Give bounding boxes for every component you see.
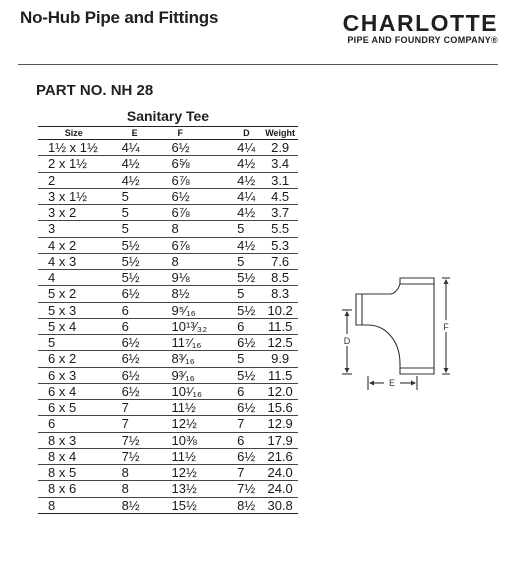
cell-d: 4½ bbox=[219, 237, 262, 253]
cell-d: 8½ bbox=[219, 497, 262, 513]
cell-d: 5½ bbox=[219, 367, 262, 383]
cell-weight: 24.0 bbox=[262, 465, 298, 481]
cell-f: 12½ bbox=[146, 416, 220, 432]
cell-d: 4½ bbox=[219, 205, 262, 221]
cell-weight: 11.5 bbox=[262, 367, 298, 383]
cell-f: 8½ bbox=[146, 286, 220, 302]
cell-e: 7 bbox=[110, 400, 146, 416]
cell-f: 10⅜ bbox=[146, 432, 220, 448]
dimensions-table bbox=[38, 126, 298, 514]
cell-weight: 30.8 bbox=[262, 497, 298, 513]
cell-f: 9⁵⁄₁₆ bbox=[146, 302, 220, 318]
cell-d: 6 bbox=[219, 432, 262, 448]
cell-size: 6 x 3 bbox=[38, 367, 110, 383]
table-row bbox=[38, 465, 298, 481]
cell-size: 4 x 2 bbox=[38, 237, 110, 253]
cell-d: 7½ bbox=[219, 481, 262, 497]
table-row bbox=[38, 335, 298, 351]
table-row bbox=[38, 351, 298, 367]
cell-d: 6 bbox=[219, 383, 262, 399]
table-row bbox=[38, 318, 298, 334]
cell-f: 6½ bbox=[146, 188, 220, 204]
brand-name: CHARLOTTE bbox=[342, 10, 498, 36]
tee-outline bbox=[356, 278, 434, 374]
cell-weight: 3.7 bbox=[262, 205, 298, 221]
cell-e: 5½ bbox=[110, 270, 146, 286]
table-row bbox=[38, 237, 298, 253]
cell-size: 5 x 4 bbox=[38, 318, 110, 334]
cell-d: 5½ bbox=[219, 302, 262, 318]
cell-d: 5 bbox=[219, 253, 262, 269]
dimension-label-f: F bbox=[443, 322, 449, 332]
cell-weight: 8.5 bbox=[262, 270, 298, 286]
cell-size: 3 x 1½ bbox=[38, 188, 110, 204]
cell-size: 8 x 5 bbox=[38, 465, 110, 481]
cell-d: 7 bbox=[219, 416, 262, 432]
cell-size: 2 x 1½ bbox=[38, 156, 110, 172]
cell-f: 6⅞ bbox=[146, 205, 220, 221]
cell-size: 5 x 2 bbox=[38, 286, 110, 302]
cell-f: 8 bbox=[146, 221, 220, 237]
cell-weight: 10.2 bbox=[262, 302, 298, 318]
cell-e: 6½ bbox=[110, 383, 146, 399]
cell-f: 10¹³⁄₃₂ bbox=[146, 318, 220, 334]
cell-d: 4½ bbox=[219, 156, 262, 172]
cell-f: 15½ bbox=[146, 497, 220, 513]
cell-size: 8 x 3 bbox=[38, 432, 110, 448]
cell-size: 3 bbox=[38, 221, 110, 237]
table-row bbox=[38, 302, 298, 318]
cell-e: 6½ bbox=[110, 335, 146, 351]
table-row bbox=[38, 270, 298, 286]
cell-e: 7 bbox=[110, 416, 146, 432]
cell-weight: 8.3 bbox=[262, 286, 298, 302]
table-row bbox=[38, 188, 298, 204]
cell-weight: 7.6 bbox=[262, 253, 298, 269]
cell-d: 4¼ bbox=[219, 140, 262, 156]
cell-f: 8³⁄₁₆ bbox=[146, 351, 220, 367]
table-header-row bbox=[38, 127, 298, 140]
table-row bbox=[38, 221, 298, 237]
table-body bbox=[38, 140, 298, 514]
cell-f: 13½ bbox=[146, 481, 220, 497]
table-row bbox=[38, 383, 298, 399]
cell-weight: 3.4 bbox=[262, 156, 298, 172]
cell-size: 6 x 4 bbox=[38, 383, 110, 399]
cell-weight: 24.0 bbox=[262, 481, 298, 497]
table-row bbox=[38, 286, 298, 302]
cell-size: 6 x 2 bbox=[38, 351, 110, 367]
cell-e: 5 bbox=[110, 188, 146, 204]
cell-weight: 9.9 bbox=[262, 351, 298, 367]
cell-weight: 12.0 bbox=[262, 383, 298, 399]
cell-f: 11⁷⁄₁₆ bbox=[146, 335, 220, 351]
cell-f: 11½ bbox=[146, 448, 220, 464]
cell-size: 6 x 5 bbox=[38, 400, 110, 416]
cell-e: 6 bbox=[110, 318, 146, 334]
table-row bbox=[38, 253, 298, 269]
cell-e: 8 bbox=[110, 465, 146, 481]
cell-e: 8½ bbox=[110, 497, 146, 513]
cell-e: 6½ bbox=[110, 286, 146, 302]
cell-weight: 17.9 bbox=[262, 432, 298, 448]
cell-e: 7½ bbox=[110, 432, 146, 448]
column-header-f: F bbox=[146, 127, 220, 140]
column-header-weight: Weight bbox=[262, 127, 298, 140]
cell-e: 5 bbox=[110, 221, 146, 237]
cell-f: 6⅞ bbox=[146, 237, 220, 253]
sanitary-tee-diagram bbox=[330, 270, 480, 400]
cell-e: 4½ bbox=[110, 156, 146, 172]
cell-d: 6½ bbox=[219, 448, 262, 464]
cell-f: 12½ bbox=[146, 465, 220, 481]
cell-d: 4¼ bbox=[219, 188, 262, 204]
cell-d: 6½ bbox=[219, 400, 262, 416]
cell-d: 4½ bbox=[219, 172, 262, 188]
table-row bbox=[38, 172, 298, 188]
cell-size: 2 bbox=[38, 172, 110, 188]
cell-e: 5½ bbox=[110, 253, 146, 269]
cell-weight: 11.5 bbox=[262, 318, 298, 334]
brand-logo bbox=[343, 11, 498, 46]
cell-f: 9⅛ bbox=[146, 270, 220, 286]
cell-d: 6 bbox=[219, 318, 262, 334]
cell-size: 8 x 6 bbox=[38, 481, 110, 497]
table-row bbox=[38, 400, 298, 416]
cell-size: 6 bbox=[38, 416, 110, 432]
cell-size: 4 bbox=[38, 270, 110, 286]
table-row bbox=[38, 481, 298, 497]
cell-e: 4¼ bbox=[110, 140, 146, 156]
table-row bbox=[38, 140, 298, 156]
cell-size: 1½ x 1½ bbox=[38, 140, 110, 156]
cell-size: 5 bbox=[38, 335, 110, 351]
cell-d: 7 bbox=[219, 465, 262, 481]
cell-weight: 5.3 bbox=[262, 237, 298, 253]
column-header-e: E bbox=[110, 127, 146, 140]
table-row bbox=[38, 448, 298, 464]
cell-e: 8 bbox=[110, 481, 146, 497]
table-row bbox=[38, 205, 298, 221]
cell-f: 10¹⁄₁₆ bbox=[146, 383, 220, 399]
header-divider bbox=[18, 64, 498, 65]
cell-weight: 12.9 bbox=[262, 416, 298, 432]
cell-size: 8 x 4 bbox=[38, 448, 110, 464]
cell-e: 6½ bbox=[110, 351, 146, 367]
cell-f: 9³⁄₁₆ bbox=[146, 367, 220, 383]
cell-weight: 12.5 bbox=[262, 335, 298, 351]
cell-size: 5 x 3 bbox=[38, 302, 110, 318]
table-title: Sanitary Tee bbox=[126, 108, 210, 124]
brand-subtitle: PIPE AND FOUNDRY COMPANY® bbox=[347, 35, 498, 45]
column-header-d: D bbox=[219, 127, 262, 140]
table-row bbox=[38, 432, 298, 448]
cell-weight: 4.5 bbox=[262, 188, 298, 204]
cell-f: 6⅝ bbox=[146, 156, 220, 172]
dimension-label-d: D bbox=[343, 336, 351, 346]
table-row bbox=[38, 497, 298, 513]
cell-e: 6 bbox=[110, 302, 146, 318]
cell-d: 5 bbox=[219, 221, 262, 237]
cell-d: 6½ bbox=[219, 335, 262, 351]
cell-e: 5½ bbox=[110, 237, 146, 253]
cell-weight: 21.6 bbox=[262, 448, 298, 464]
cell-f: 6⅞ bbox=[146, 172, 220, 188]
cell-e: 4½ bbox=[110, 172, 146, 188]
table-row bbox=[38, 416, 298, 432]
cell-f: 6½ bbox=[146, 140, 220, 156]
cell-weight: 5.5 bbox=[262, 221, 298, 237]
cell-f: 11½ bbox=[146, 400, 220, 416]
cell-size: 4 x 3 bbox=[38, 253, 110, 269]
cell-d: 5½ bbox=[219, 270, 262, 286]
cell-f: 8 bbox=[146, 253, 220, 269]
cell-e: 6½ bbox=[110, 367, 146, 383]
cell-d: 5 bbox=[219, 351, 262, 367]
cell-weight: 15.6 bbox=[262, 400, 298, 416]
part-number: PART NO. NH 28 bbox=[36, 82, 154, 99]
cell-weight: 2.9 bbox=[262, 140, 298, 156]
table-row bbox=[38, 367, 298, 383]
column-header-size: Size bbox=[38, 127, 110, 140]
cell-size: 3 x 2 bbox=[38, 205, 110, 221]
cell-size: 8 bbox=[38, 497, 110, 513]
cell-e: 7½ bbox=[110, 448, 146, 464]
document-title: No-Hub Pipe and Fittings bbox=[20, 8, 219, 27]
table-row bbox=[38, 156, 298, 172]
dimension-label-e: E bbox=[388, 378, 396, 388]
cell-weight: 3.1 bbox=[262, 172, 298, 188]
cell-e: 5 bbox=[110, 205, 146, 221]
cell-d: 5 bbox=[219, 286, 262, 302]
